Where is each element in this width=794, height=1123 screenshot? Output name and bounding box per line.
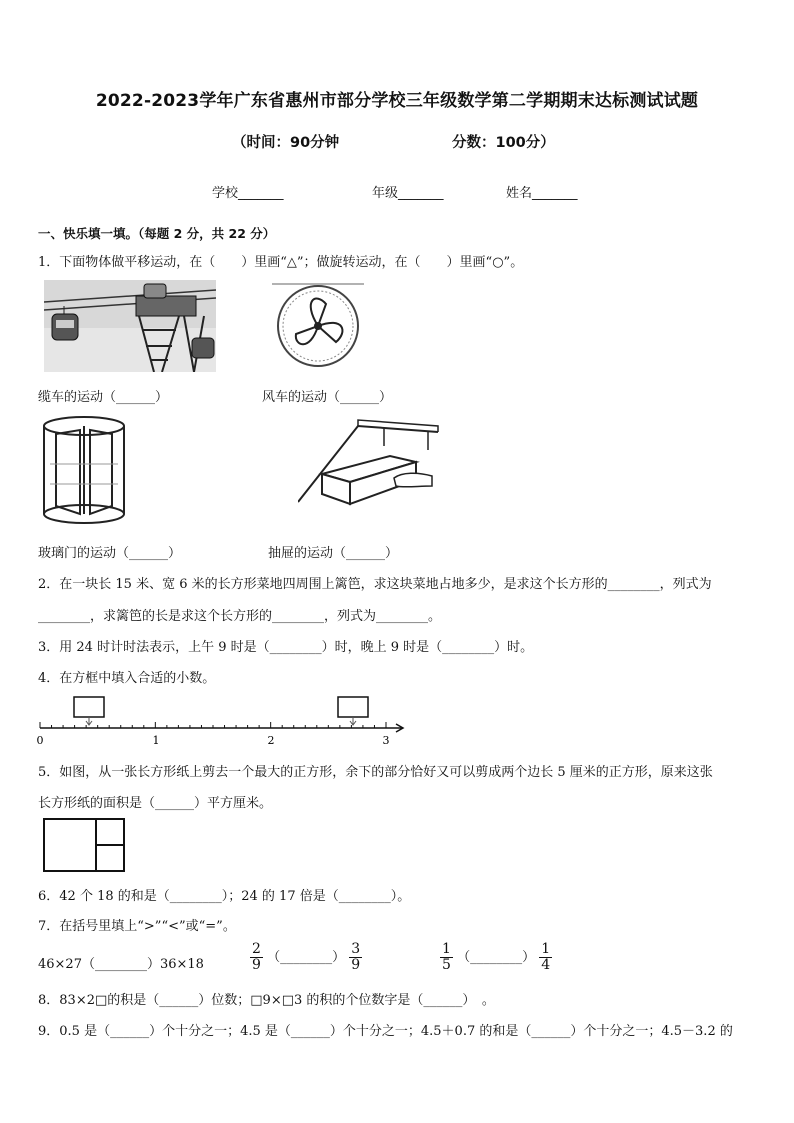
question-5-line-1: 5．如图，从一张长方形纸上剪去一个最大的正方形，余下的部分恰好又可以剪成两个边长 5 厘米的正方形，原来这张 <box>38 765 713 780</box>
cable-car-picture <box>44 280 216 372</box>
question-7: 7．在括号里填上“>”“<”或“=”。 <box>38 919 236 934</box>
question-9: 9．0.5 是（______）个十分之一；4.5 是（______）个十分之一；4.5＋0.7 的和是（______）个十分之一；4.5－3.2 的 <box>38 1024 733 1039</box>
fraction-2-9: $\frac{2}{9}$ <box>252 941 261 973</box>
fraction-1-5: $\frac{1}{5}$ <box>442 941 451 973</box>
drawer-caption: 抽屉的运动（______） <box>268 546 399 561</box>
number-line <box>34 694 414 746</box>
tick-label-3: 3 <box>382 734 390 746</box>
tick-label-1: 1 <box>152 734 160 746</box>
school-field[interactable]: 学校_______ <box>212 186 284 201</box>
fraction-3-9: $\frac{3}{9}$ <box>351 941 361 973</box>
tick-label-0: 0 <box>36 734 44 746</box>
question-2-line-1: 2．在一块长 15 米、宽 6 米的长方形菜地四周围上篱笆，求这块菜地占地多少，是求这个长方形的________，列式为 <box>38 577 712 592</box>
question-4: 4．在方框中填入合适的小数。 <box>38 671 216 686</box>
compare-blank-3[interactable]: （________） <box>457 950 536 965</box>
compare-item-3 <box>440 942 552 973</box>
glass-door-picture <box>40 414 128 526</box>
glass-door-caption: 玻璃门的运动（______） <box>38 546 182 561</box>
windmill-caption: 风车的运动（______） <box>262 390 393 405</box>
compare-item-1: 46×27（________）36×18 <box>38 957 204 972</box>
question-2-line-2: ________，求篱笆的长是求这个长方形的________，列式为________。 <box>38 609 442 624</box>
exam-time: （时间：90分钟 <box>232 135 340 151</box>
drawer-picture <box>298 416 440 524</box>
compare-blank-2[interactable]: （________） <box>267 950 346 965</box>
grade-field[interactable]: 年级_______ <box>372 186 444 201</box>
answer-box-1[interactable] <box>74 697 104 717</box>
compare-item-2 <box>250 942 362 973</box>
windmill-picture <box>272 280 364 372</box>
question-1: 1．下面物体做平移运动，在（ ）里画“△”；做旋转运动，在（ ）里画“○”。 <box>38 255 524 270</box>
question-3: 3．用 24 时计时法表示，上午 9 时是（________）时，晚上 9 时是（________）时。 <box>38 640 534 655</box>
question-6: 6．42 个 18 的和是（________）；24 的 17 倍是（________）。 <box>38 889 411 904</box>
fraction-1-4: $\frac{1}{4}$ <box>541 941 551 973</box>
exam-score: 分数：100分） <box>452 135 555 151</box>
question-8: 8．83×2□的积是（______）位数；□9×□3 的积的个位数字是（______） 。 <box>38 993 495 1008</box>
section-heading: 一、快乐填一填。（每题 2 分，共 22 分） <box>38 226 276 241</box>
rectangle-figure <box>42 817 128 875</box>
cable-car-caption: 缆车的运动（______） <box>38 390 169 405</box>
page-title: 2022-2023学年广东省惠州市部分学校三年级数学第二学期期末达标测试试题 <box>95 91 699 111</box>
name-field[interactable]: 姓名_______ <box>506 186 578 201</box>
tick-label-2: 2 <box>267 734 275 746</box>
answer-box-2[interactable] <box>338 697 368 717</box>
question-5-line-2: 长方形纸的面积是（______）平方厘米。 <box>38 796 273 811</box>
